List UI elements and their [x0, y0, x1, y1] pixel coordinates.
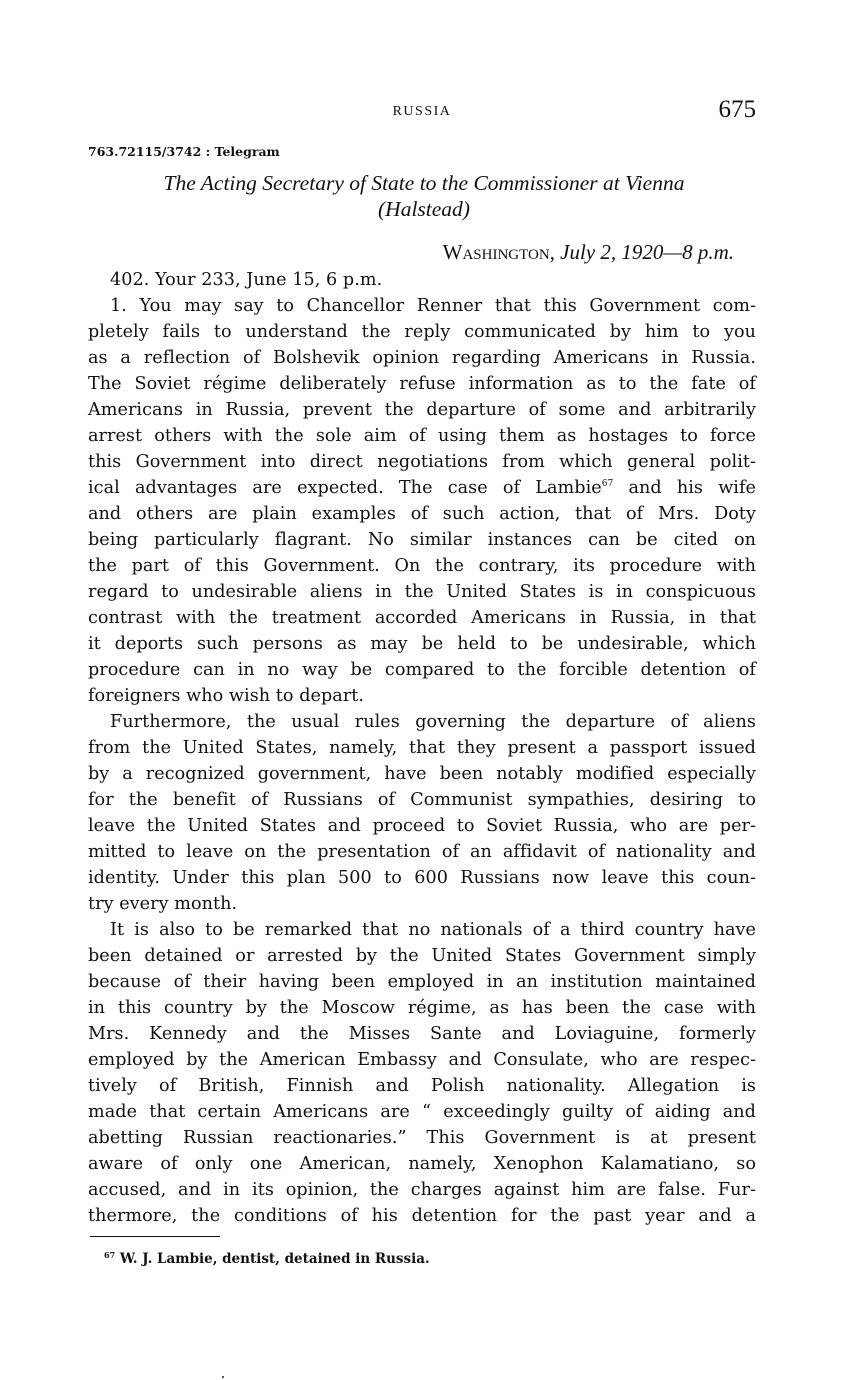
footnote-rule [90, 1236, 220, 1237]
body-line: 1. You may say to Chancellor Renner that this Government com- [110, 296, 756, 316]
body-line-text: ical advantages are expected. The case of Lambie [88, 478, 602, 498]
body-line: because of their having been employed in an institution maintained [88, 972, 756, 992]
scan-speck [222, 1376, 224, 1378]
body-line: it deports such persons as may be held to be undesirable, which [88, 634, 756, 654]
body-line: 402. Your 233, June 15, 6 p.m. [110, 270, 383, 290]
heading-line-1: The Acting Secretary of State to the Commissioner at Vienna [163, 171, 685, 195]
dateline [443, 240, 734, 265]
body-line: from the United States, namely, that they present a passport issued [88, 738, 756, 758]
page-number: 675 [718, 96, 756, 123]
body-line: aware of only one American, namely, Xenophon Kalamatiano, so [88, 1154, 756, 1174]
body-line: for the benefit of Russians of Communist sympathies, desiring to [88, 790, 756, 810]
telegram-body [88, 267, 756, 1229]
body-line-continuation: and his wife [613, 478, 757, 498]
body-line: in this country by the Moscow régime, as has been the case with [88, 998, 756, 1018]
body-line: Americans in Russia, prevent the departure of some and arbitrarily [88, 400, 756, 420]
body-line: Mrs. Kennedy and the Misses Sante and Loviaguine, formerly [88, 1024, 756, 1044]
dateline-place: Washington, [442, 240, 555, 264]
body-line-with-footnote [88, 475, 756, 501]
body-line: The Soviet régime deliberately refuse information as to the fate of [88, 374, 756, 394]
body-line: and others are plain examples of such action, that of Mrs. Doty [88, 504, 756, 524]
body-line: Furthermore, the usual rules governing the departure of aliens [110, 712, 756, 732]
body-line: accused, and in its opinion, the charges against him are false. Fur- [88, 1180, 756, 1200]
footnote [104, 1251, 430, 1267]
running-title: RUSSIA [392, 104, 452, 119]
body-line: regard to undesirable aliens in the United States is in conspicuous [88, 582, 756, 602]
document-heading [108, 170, 740, 222]
dateline-date: July 2, 1920—8 p.m. [560, 240, 734, 264]
body-line: procedure can in no way be compared to the forcible detention of [88, 660, 756, 680]
body-line: contrast with the treatment accorded Americans in Russia, in that [88, 608, 756, 628]
body-line: employed by the American Embassy and Consulate, who are respec- [88, 1050, 756, 1070]
footnote-marker: 67 [104, 1250, 116, 1260]
running-head [88, 96, 756, 130]
body-line: this Government into direct negotiations from which general polit- [88, 452, 756, 472]
file-reference: 763.72115/3742 : Telegram [88, 144, 280, 159]
body-line: It is also to be remarked that no nationals of a third country have [110, 920, 756, 940]
body-line: tively of British, Finnish and Polish nationality. Allegation is [88, 1076, 756, 1096]
body-line: been detained or arrested by the United States Government simply [88, 946, 756, 966]
body-line: made that certain Americans are “ exceedingly guilty of aiding and [88, 1102, 756, 1122]
heading-line-2: (Halstead) [378, 197, 470, 221]
body-line: try every month. [88, 894, 238, 914]
body-line: foreigners who wish to depart. [88, 686, 365, 706]
body-line: by a recognized government, have been notably modified especially [88, 764, 756, 784]
body-line: arrest others with the sole aim of using them as hostages to force [88, 426, 756, 446]
body-line: abetting Russian reactionaries.” This Government is at present [88, 1128, 756, 1148]
body-line: thermore, the conditions of his detention for the past year and a [88, 1206, 756, 1226]
body-line: the part of this Government. On the contrary, its procedure with [88, 556, 756, 576]
footnote-reference: 67 [601, 479, 614, 489]
body-line: mitted to leave on the presentation of an affidavit of nationality and [88, 842, 756, 862]
body-line: as a reflection of Bolshevik opinion regarding Americans in Russia. [88, 348, 756, 368]
body-line: pletely fails to understand the reply communicated by him to you [88, 322, 756, 342]
footnote-text: W. J. Lambie, dentist, detained in Russia. [119, 1251, 430, 1267]
body-line: being particularly flagrant. No similar instances can be cited on [88, 530, 756, 550]
body-line: leave the United States and proceed to Soviet Russia, who are per- [88, 816, 756, 836]
body-line: identity. Under this plan 500 to 600 Russians now leave this coun- [88, 868, 756, 888]
